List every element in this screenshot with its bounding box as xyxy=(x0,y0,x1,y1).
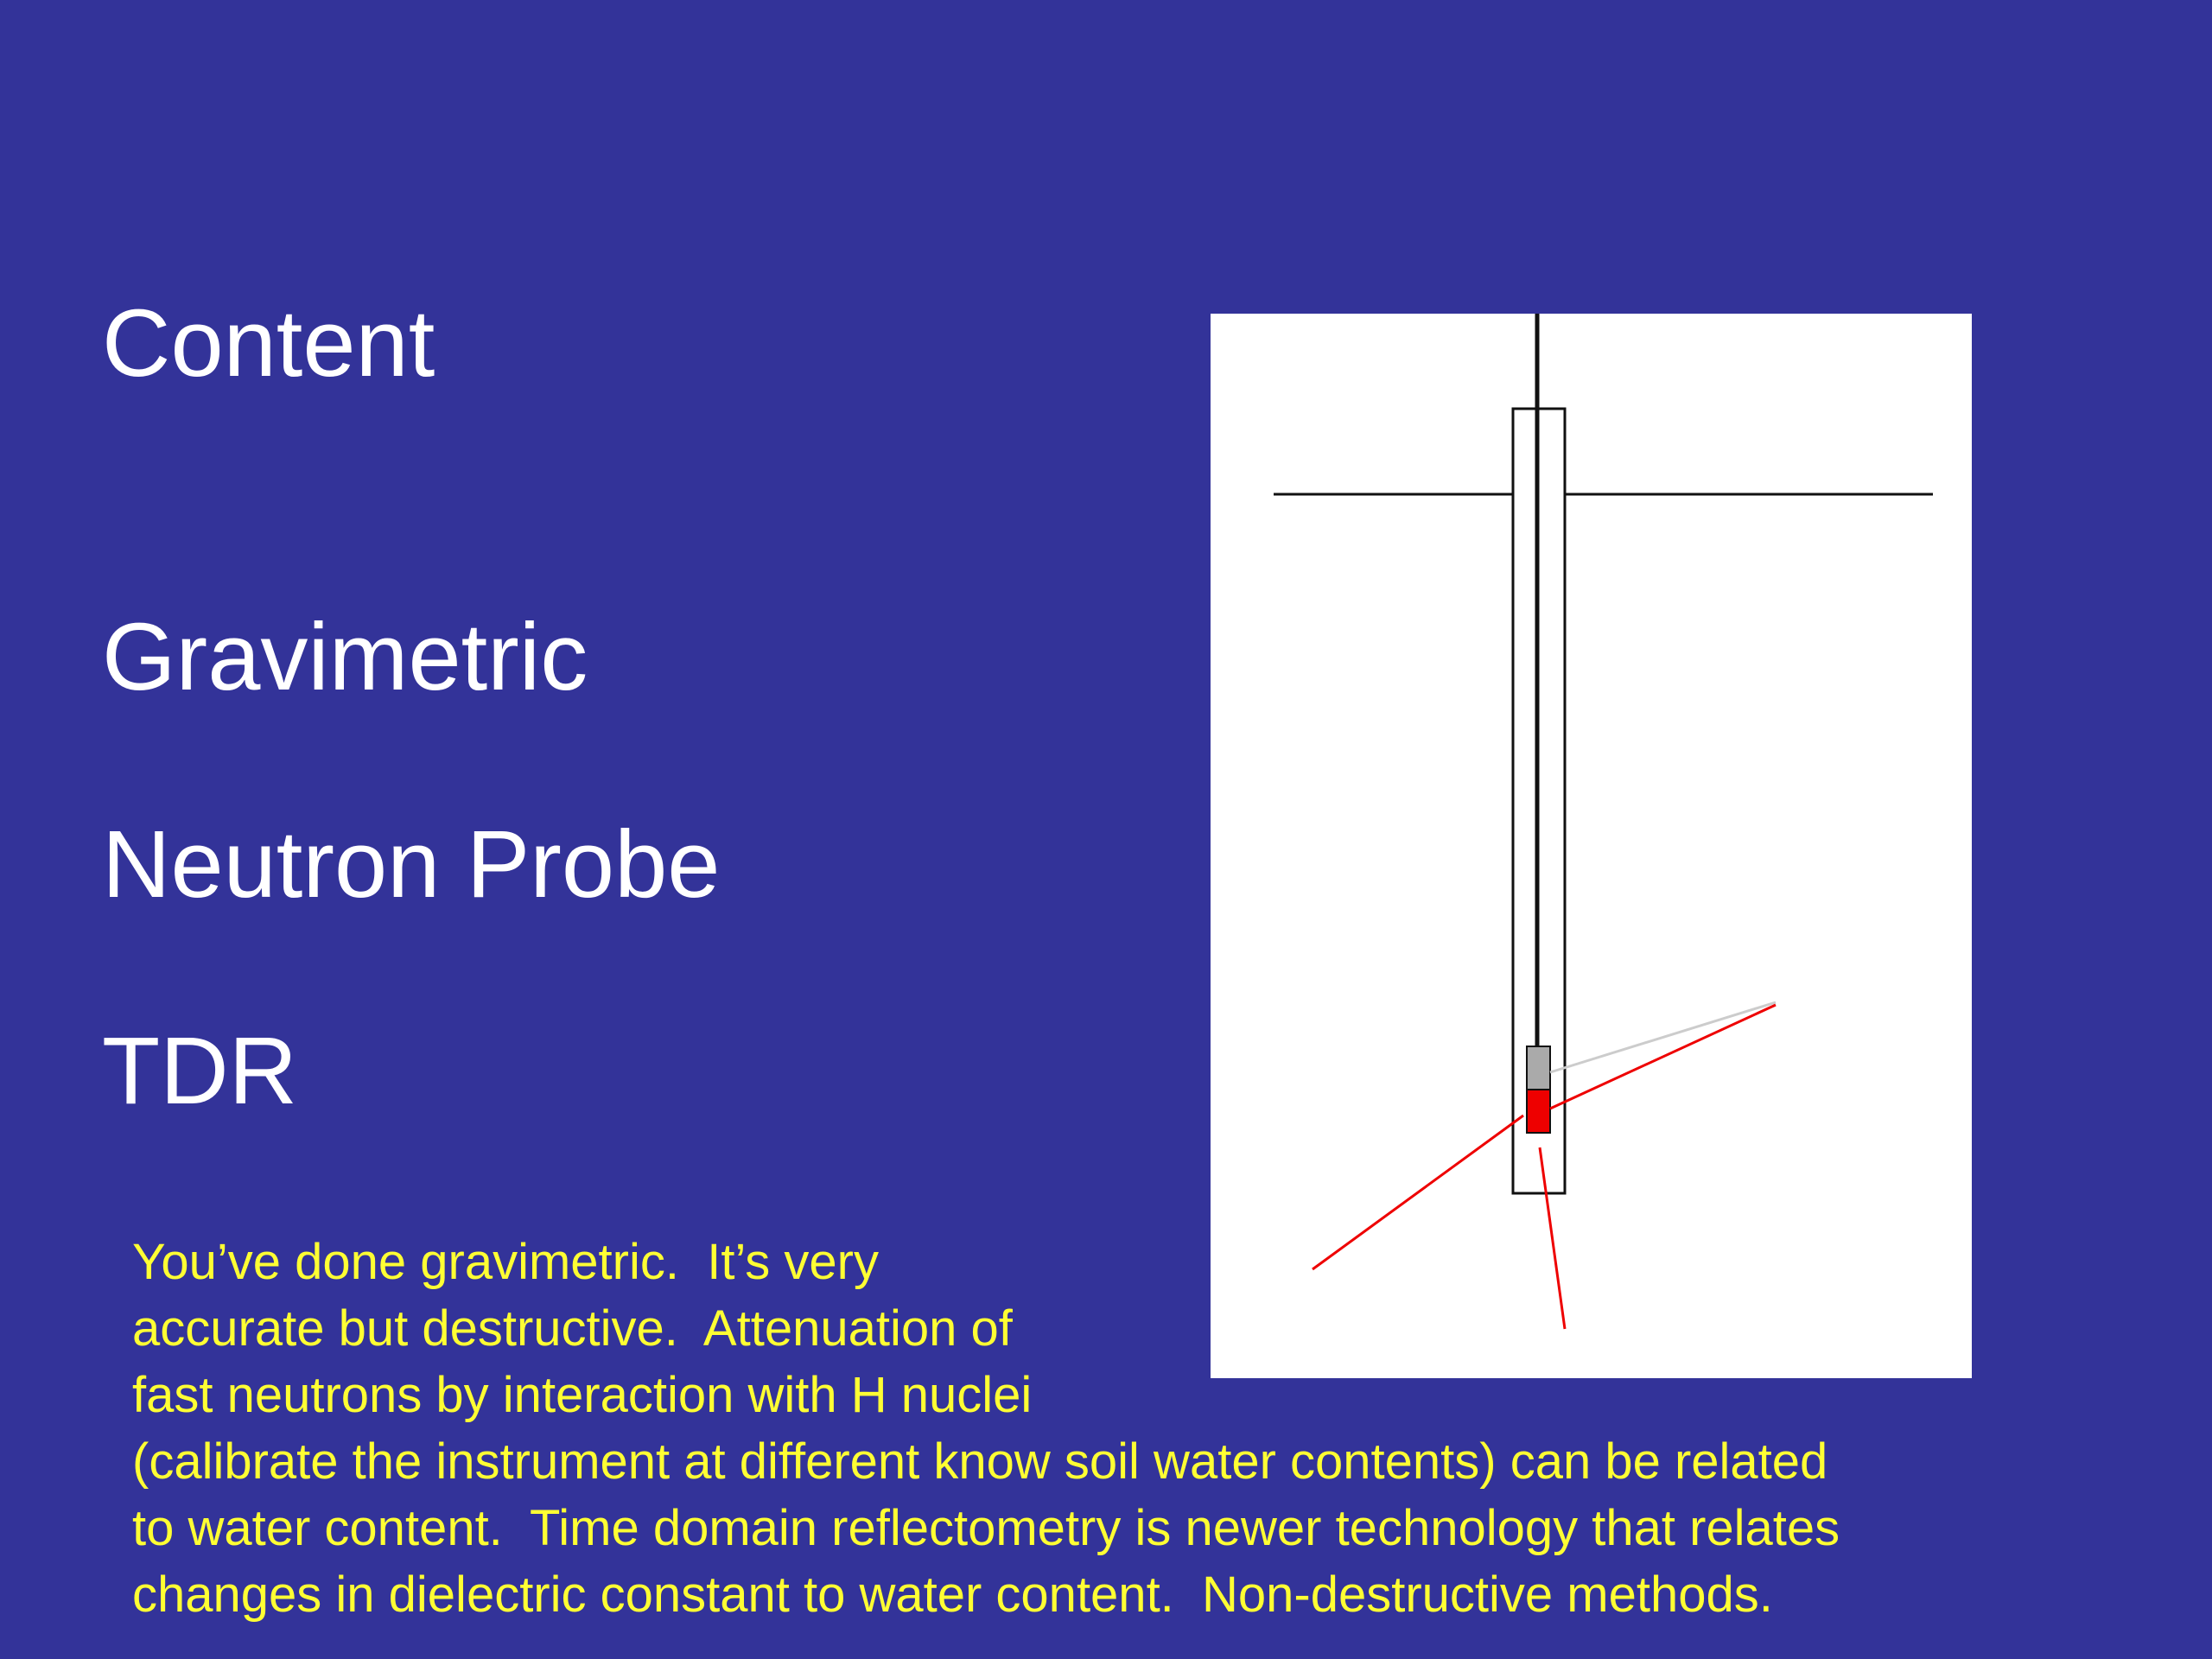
notes-line-5: to water content. Time domain reflectometry is newer technology that relates xyxy=(132,1500,1840,1556)
probe-detector xyxy=(1527,1046,1550,1090)
method-neutron-probe: Neutron Probe xyxy=(102,811,721,918)
neutron-path-outgoing-right xyxy=(1550,1005,1776,1109)
notes-line-4: (calibrate the instrument at different know soil water contents) can be related xyxy=(132,1433,1828,1490)
method-tdr: TDR xyxy=(102,1018,298,1124)
speaker-notes xyxy=(132,1229,2111,1628)
notes-line-6: changes in dielectric constant to water content. Non-destructive methods. xyxy=(132,1567,1773,1623)
neutron-path-return xyxy=(1550,1002,1776,1072)
notes-line-1: You’ve done gravimetric. It’s very xyxy=(132,1234,879,1290)
neutron-probe-diagram-svg xyxy=(1211,314,1972,1378)
neutron-probe-diagram xyxy=(1211,314,1972,1378)
slide-title: Content xyxy=(102,290,435,397)
notes-line-3: fast neutrons by interaction with H nuclei xyxy=(132,1367,1033,1423)
probe-source xyxy=(1527,1090,1550,1133)
notes-line-2: accurate but destructive. Attenuation of xyxy=(132,1300,1013,1357)
method-gravimetric: Gravimetric xyxy=(102,604,588,710)
